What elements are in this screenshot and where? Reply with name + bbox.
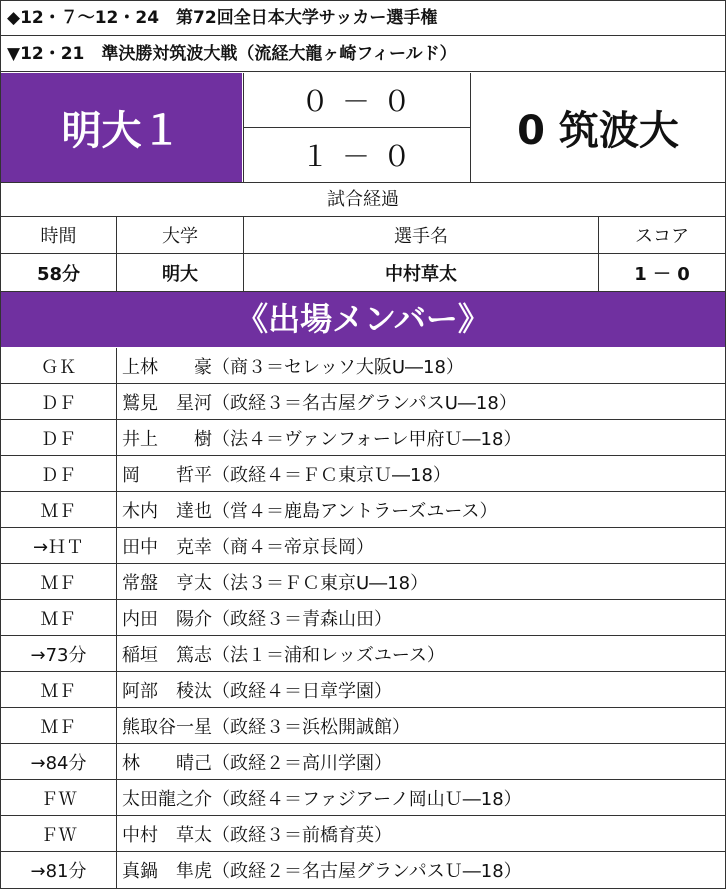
member-info: 真鍋 隼虎（政経２＝名古屋グランパスＵ―18）: [122, 861, 522, 882]
member-info: 上林 豪（商３＝セレッソ大阪U―18）: [122, 356, 464, 378]
member-position: ＭＦ: [1, 708, 117, 743]
member-list: [1, 348, 725, 888]
header-time: 時間: [40, 226, 77, 247]
member-info: 木内 達也（営４＝鹿島アントラーズユース）: [122, 500, 498, 522]
member-info: 岡 哲平（政経４＝ＦＣ東京Ｕ―18）: [122, 464, 451, 486]
member-info: 林 晴己（政経２＝高川学園）: [122, 752, 392, 774]
member-row: [1, 564, 725, 600]
team-a-score: 明大１: [1, 73, 242, 182]
member-info: 中村 草太（政経３＝前橋育英）: [122, 824, 392, 846]
member-row: [1, 636, 725, 672]
member-position: ＦＷ: [1, 816, 117, 851]
member-position: →81分: [1, 852, 117, 888]
members-title: 《出場メンバー》: [1, 292, 725, 347]
member-row: [1, 384, 725, 420]
member-position: ＦＷ: [1, 780, 117, 815]
member-row: [1, 852, 725, 888]
second-half-score: １ － ０: [243, 128, 471, 182]
member-info: 阿部 稜汰（政経４＝日章学園）: [122, 680, 392, 702]
member-position: ＧＫ: [1, 348, 117, 383]
member-row: [1, 456, 725, 492]
progress-title: 試合経過: [1, 183, 725, 217]
member-position: ＭＦ: [1, 492, 117, 527]
member-position: ＤＦ: [1, 420, 117, 455]
member-row: [1, 348, 725, 384]
member-position: →ＨＴ: [1, 528, 117, 563]
member-row: [1, 492, 725, 528]
member-position: →84分: [1, 744, 117, 779]
team-b-score: 0 筑波大: [517, 108, 679, 154]
member-info: 井上 樹（法４＝ヴァンフォーレ甲府Ｕ―18）: [122, 428, 522, 450]
member-info: 内田 陽介（政経３＝青森山田）: [122, 608, 392, 630]
member-row: [1, 780, 725, 816]
member-info: 稲垣 篤志（法１＝浦和レッズユース）: [122, 644, 445, 666]
member-row: [1, 600, 725, 636]
member-position: ＭＦ: [1, 564, 117, 599]
goal-university: 明大: [116, 254, 243, 291]
progress-header-row: [1, 217, 725, 254]
member-position: →73分: [1, 636, 117, 671]
member-info: 太田龍之介（政経４＝ファジアーノ岡山Ｕ―18）: [122, 788, 522, 810]
goal-row: [1, 254, 725, 292]
first-half-score: ０ － ０: [243, 73, 471, 128]
member-row: [1, 528, 725, 564]
member-row: [1, 672, 725, 708]
member-row: [1, 708, 725, 744]
goal-time: 58分: [36, 263, 81, 285]
member-position: ＭＦ: [1, 600, 117, 635]
match-title: ▼12・21 準決勝対筑波大戦（流経大龍ヶ崎フィールド）: [1, 37, 725, 72]
member-info: 常盤 亨太（法３＝ＦＣ東京U―18）: [122, 572, 429, 594]
member-position: ＭＦ: [1, 672, 117, 707]
goal-player: 中村草太: [243, 254, 598, 291]
header-player: 選手名: [243, 217, 598, 253]
scoreboard: [1, 73, 725, 183]
tournament-title: ◆12・７〜12・24 第72回全日本大学サッカー選手権: [1, 1, 725, 36]
member-info: 鷲見 星河（政経３＝名古屋グランパスU―18）: [122, 392, 517, 414]
member-row: [1, 420, 725, 456]
member-info: 田中 克幸（商４＝帝京長岡）: [122, 536, 374, 558]
member-position: ＤＦ: [1, 384, 117, 419]
member-info: 熊取谷一星（政経３＝浜松開誠館）: [122, 716, 410, 738]
header-university: 大学: [116, 217, 243, 253]
member-row: [1, 744, 725, 780]
member-position: ＤＦ: [1, 456, 117, 491]
goal-score: 1 － 0: [598, 254, 725, 291]
member-row: [1, 816, 725, 852]
header-score: スコア: [598, 217, 725, 253]
